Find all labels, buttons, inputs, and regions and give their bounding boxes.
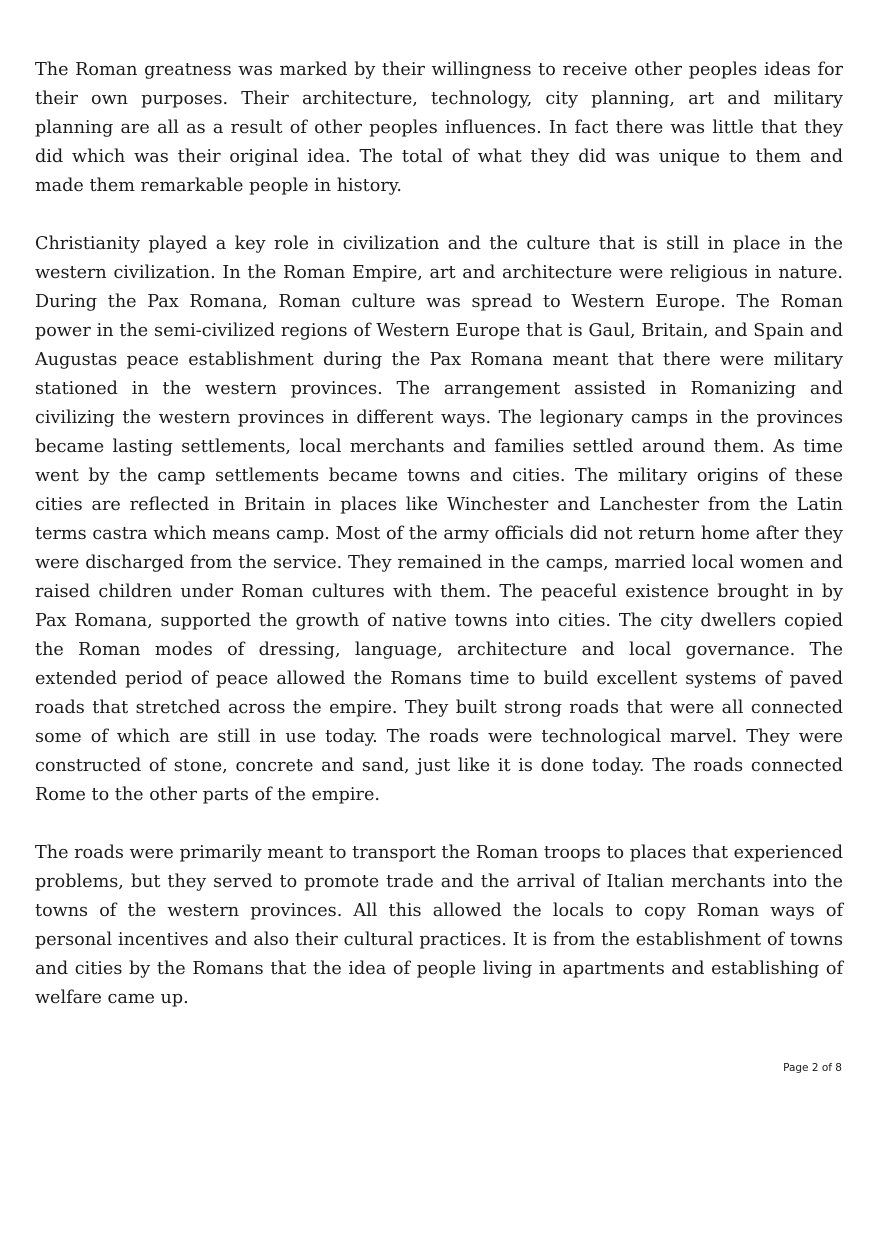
paragraph-roman-roads: The roads were primarily meant to transport the Roman troops to places that experienced problems, but they served to promote trade and the arrival of Italian merchants into the towns of the western provinces. All this allowed the locals to copy Roman ways of personal incentives and also their cultural practices. It is from the establishment of towns and cities by the Romans that the idea of people living in apartments and establishing of welfare came up. xyxy=(35,843,843,1008)
paragraph-christianity-pax-romana: Christianity played a key role in civilization and the culture that is still in place in the western civilization. In the Roman Empire, art and architecture were religious in nature. During the Pax Romana, Roman culture was spread to Western Europe. The Roman power in the semi-civilized regions of Western Europe that is Gaul, Britain, and Spain and Augustas peace establishment during the Pax Romana meant that there were military stationed in the western provinces. The arrangement assisted in Romanizing and civilizing the western provinces in different ways. The legionary camps in the provinces became lasting settlements, local merchants and families settled around them. As time went by the camp settlements became towns and cities. The military origins of these cities are reflected in Britain in places like Winchester and Lanchester from the Latin terms castra which means camp. Most of the army officials did not return home after they were discharged from the service. They remained in the camps, married local women and raised children under Roman cultures with them. The peaceful existence brought in by Pax Romana, supported the growth of native towns into cities. The city dwellers copied the Roman modes of dressing, language, architecture and local governance. The extended period of peace allowed the Romans time to build excellent systems of paved roads that stretched across the empire. They built strong roads that were all connected some of which are still in use today. The roads were technological marvel. They were constructed of stone, concrete and sand, just like it is done today. The roads connected Rome to the other parts of the empire. xyxy=(35,234,843,805)
document-body xyxy=(35,56,843,1013)
paragraph-roman-greatness: The Roman greatness was marked by their willingness to receive other peoples ideas for their own purposes. Their architecture, technology, city planning, art and military planning are all as a result of other peoples influences. In fact there was little that they did which was their original idea. The total of what they did was unique to them and made them remarkable people in history. xyxy=(35,60,843,196)
page-number: Page 2 of 8 xyxy=(783,1062,842,1074)
